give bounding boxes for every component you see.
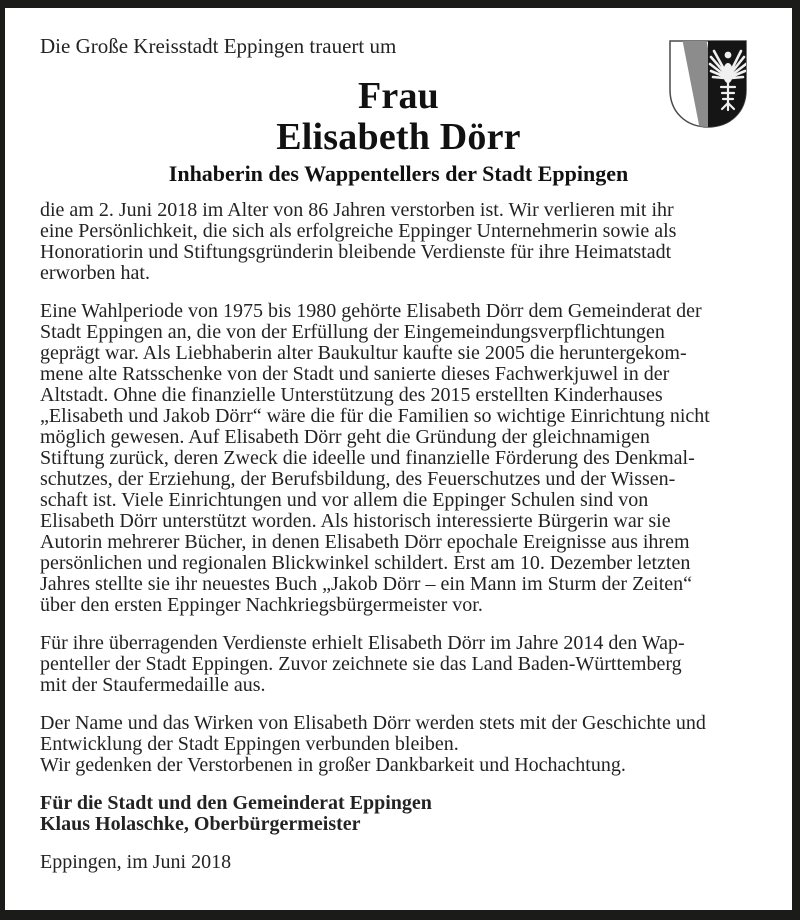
text-line: über den ersten Eppinger Nachkriegsbürgermeister vor. [40, 594, 483, 616]
text-line: Stiftung zurück, deren Zweck die ideelle und finanzielle Förderung des Denkmal- [40, 447, 695, 469]
paragraph-biography [40, 301, 792, 616]
deceased-name: Elisabeth Dörr [276, 116, 521, 158]
text-line: schutzes, der Erziehung, der Berufsbildung, des Feuerschutzes und der Wissen- [40, 468, 676, 490]
signature-block [40, 793, 792, 835]
deceased-salutation: Frau [357, 75, 439, 117]
paragraph-honors [40, 633, 792, 696]
text-line: Für ihre überragenden Verdienste erhielt Elisabeth Dörr im Jahre 2014 den Wap- [40, 632, 685, 654]
text-line: möglich gewesen. Auf Elisabeth Dörr geht die Gründung der gleichnamigen [40, 426, 650, 448]
text-line: die am 2. Juni 2018 im Alter von 86 Jahren verstorben ist. Wir verlieren mit ihr [40, 199, 674, 221]
text-line: Eine Wahlperiode von 1975 bis 1980 gehörte Elisabeth Dörr dem Gemeinderat der [40, 300, 702, 322]
text-line: geprägt war. Als Liebhaberin alter Baukultur kaufte sie 2005 die heruntergekom- [40, 342, 687, 364]
text-line: „Elisabeth und Jakob Dörr“ wäre die für die Familien so wichtige Einrichtung nicht [40, 405, 710, 427]
text-line: eine Persönlichkeit, die sich als erfolgreiche Eppinger Unternehmerin sowie als [40, 220, 677, 242]
deceased-honorific: Inhaberin des Wappentellers der Stadt Eppingen [168, 161, 629, 186]
text-line: Für die Stadt und den Gemeinderat Eppingen [40, 792, 432, 814]
text-line: persönlichen und regionalen Blickwinkel schildert. Erst am 10. Dezember letzten [40, 552, 691, 574]
paragraph-remembrance [40, 713, 792, 776]
text-line: Altstadt. Ohne die finanzielle Unterstützung des 2015 erstellten Kinderhauses [40, 384, 663, 406]
text-line: Honoratiorin und Stiftungsgründerin bleibende Verdienste für ihre Heimatstadt [40, 241, 672, 263]
text-line: Stadt Eppingen an, die von der Erfüllung der Eingemeindungsverpflichtungen [40, 321, 665, 343]
dateline: Eppingen, im Juni 2018 [40, 851, 232, 873]
text-line: erworben hat. [40, 262, 150, 284]
text-line: schaft ist. Viele Einrichtungen und vor allem die Eppinger Schulen sind von [40, 489, 649, 511]
text-line: Der Name und das Wirken von Elisabeth Dörr werden stets mit der Geschichte und [40, 712, 706, 734]
text-line: mene alte Ratsschenke von der Stadt und sanierte dieses Fachwerkjuwel in der [40, 363, 670, 385]
text-line: Klaus Holaschke, Oberbürgermeister [40, 813, 361, 835]
text-line: mit der Staufermedaille aus. [40, 674, 266, 696]
text-line: Autorin mehrerer Bücher, in denen Elisabeth Dörr epochale Ereignisse aus ihrem [40, 531, 690, 553]
text-line: Elisabeth Dörr unterstützt worden. Als historisch interessierte Bürgerin war sie [40, 510, 671, 532]
text-line: Entwicklung der Stadt Eppingen verbunden bleiben. [40, 733, 459, 755]
intro-line: Die Große Kreisstadt Eppingen trauert um [40, 34, 397, 58]
eppingen-coat-of-arms-icon [669, 40, 747, 128]
text-line: penteller der Stadt Eppingen. Zuvor zeichnete sie das Land Baden-Württemberg [40, 653, 682, 675]
text-line: Jahres stellte sie ihr neuestes Buch „Jakob Dörr – ein Mann im Sturm der Zeiten“ [40, 573, 693, 595]
body-text [40, 200, 792, 873]
text-line: Wir gedenken der Verstorbenen in großer Dankbarkeit und Hochachtung. [40, 754, 626, 776]
paragraph-death-announcement [40, 200, 792, 284]
